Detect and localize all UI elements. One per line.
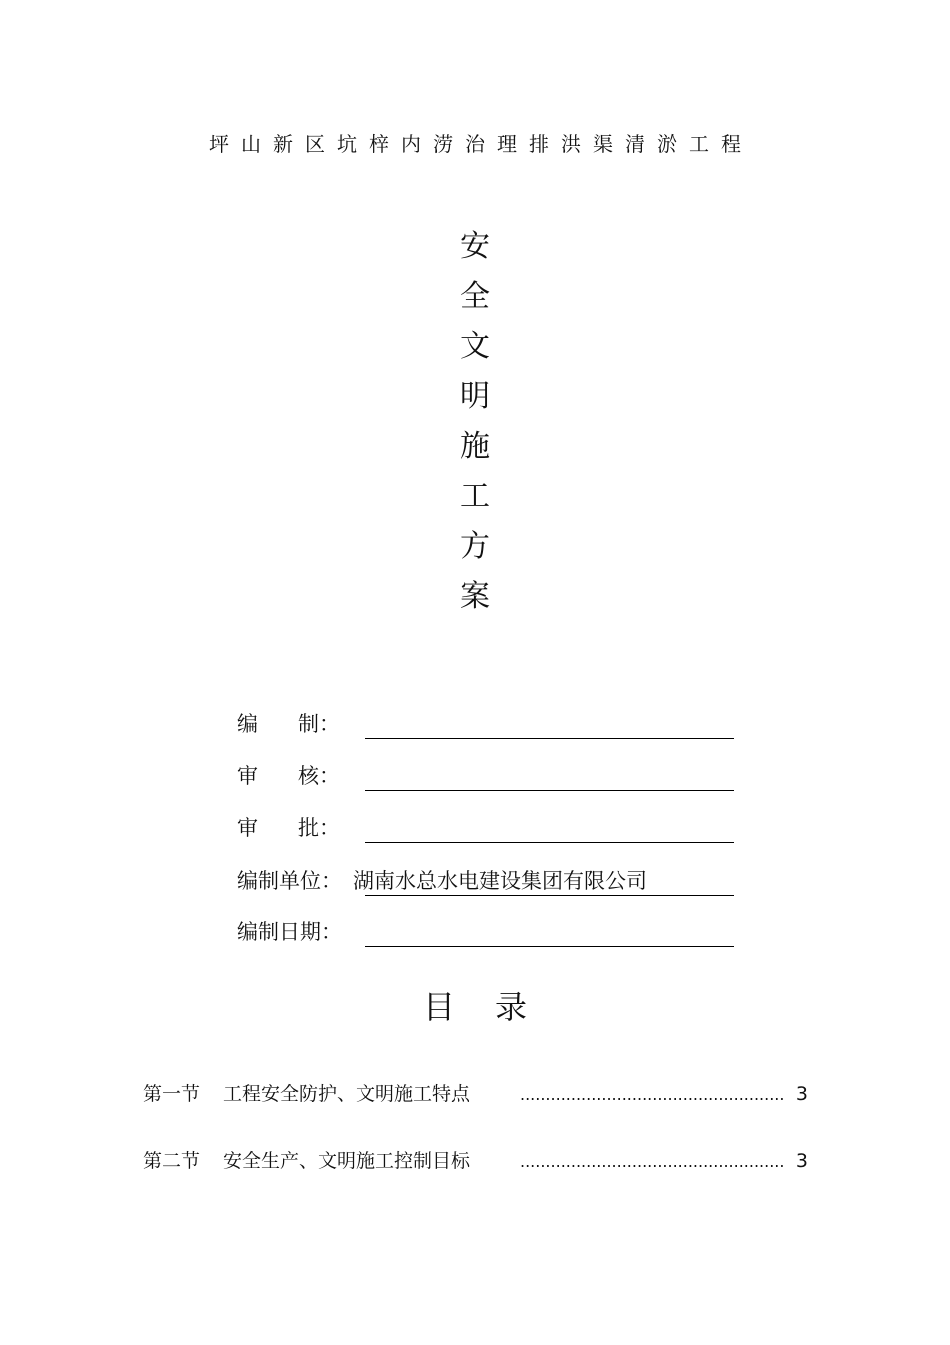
- toc-section-number: 第一节: [143, 1083, 201, 1105]
- sign-field-label: 编制日期：: [237, 920, 342, 944]
- toc-heading: 目录: [422, 988, 567, 1026]
- toc-section-title: 安全生产、文明施工控制目标: [223, 1150, 471, 1172]
- sign-field-approver: [237, 813, 734, 843]
- signature-line: [365, 790, 734, 791]
- main-title-char: 案: [460, 579, 490, 614]
- sign-field-label: 审 批：: [237, 816, 341, 840]
- project-title: 坪山新区坑梓内涝治理排洪渠清淤工程: [209, 132, 753, 156]
- main-title-char: 方: [460, 529, 490, 564]
- signature-line: [365, 946, 734, 947]
- main-title-char: 明: [460, 379, 490, 414]
- signature-line: [365, 738, 734, 739]
- toc-item[interactable]: [143, 1146, 808, 1176]
- sign-field-date: [237, 917, 734, 947]
- main-title-char: 施: [460, 429, 490, 464]
- signature-line: [365, 895, 734, 896]
- sign-field-reviewer: [237, 761, 734, 791]
- sign-field-value: 湖南水总水电建设集团有限公司: [353, 869, 647, 893]
- toc-item[interactable]: [143, 1079, 808, 1109]
- toc-leader-dots: ....................................................: [520, 1085, 785, 1104]
- toc-leader-dots: ....................................................: [520, 1152, 785, 1171]
- signature-line: [365, 842, 734, 843]
- sign-field-unit: [237, 866, 734, 896]
- sign-field-compiler: [237, 709, 734, 739]
- sign-field-label: 审 核：: [237, 764, 341, 788]
- main-title-char: 全: [460, 279, 490, 314]
- main-title-char: 安: [460, 229, 490, 264]
- sign-field-label: 编制单位：: [237, 869, 342, 893]
- main-title-char: 文: [460, 329, 490, 364]
- toc-page-number: 3: [795, 1083, 808, 1105]
- main-title: [0, 222, 950, 622]
- toc-page-number: 3: [795, 1150, 808, 1172]
- toc-section-number: 第二节: [143, 1150, 201, 1172]
- main-title-char: 工: [460, 479, 490, 514]
- toc-section-title: 工程安全防护、文明施工特点: [223, 1083, 471, 1105]
- sign-field-label: 编 制：: [237, 712, 341, 736]
